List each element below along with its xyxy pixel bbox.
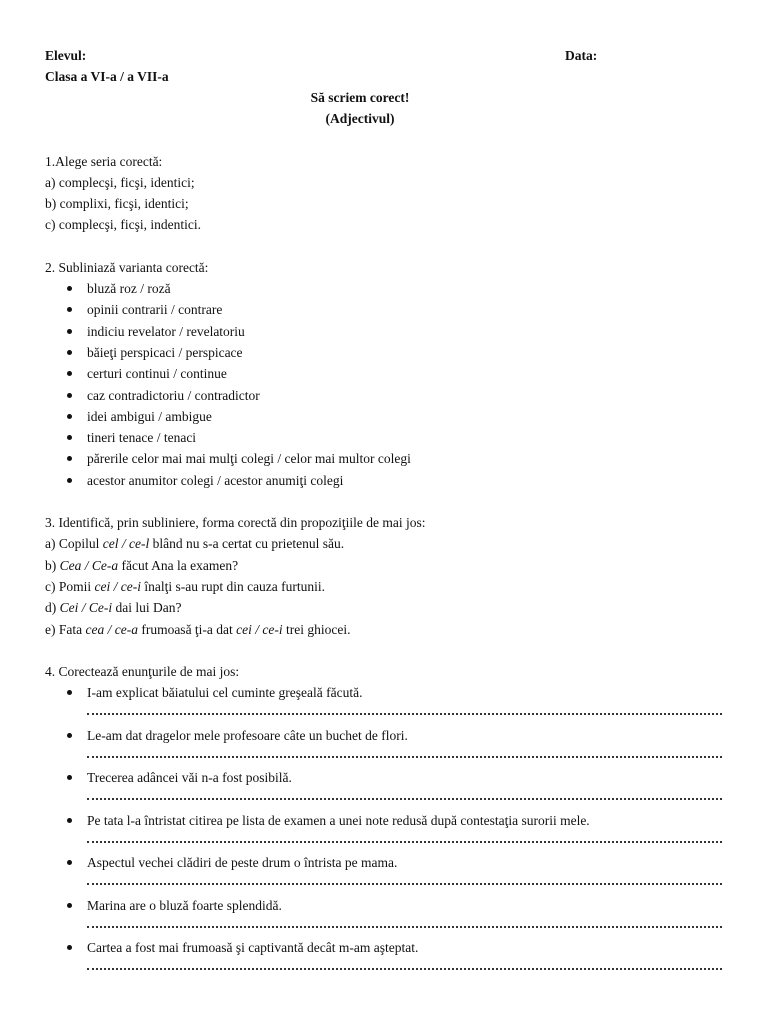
exercise-1: [45, 151, 725, 236]
date-label: Data:: [565, 48, 598, 63]
choice-text: Cei / Ce-i: [59, 600, 113, 616]
answer-line[interactable]: [87, 746, 722, 758]
exercise-3-sentence-a: [45, 533, 725, 554]
exercise-2-prompt: 2. Subliniază varianta corectă:: [45, 259, 209, 275]
page-subtitle: (Adjectivul): [325, 111, 395, 127]
header-row: [45, 45, 725, 66]
sentence-text: Le-am dat dragelor mele profesoare câte un buchet de flori.: [87, 727, 408, 743]
sentence-text: b): [45, 557, 60, 573]
list-item: bluză roz / roză: [45, 278, 725, 299]
list-item: opinii contrarii / contrare: [45, 299, 725, 320]
list-item: [45, 682, 725, 725]
choice-text: cei / ce-i: [236, 621, 283, 637]
list-item: [45, 725, 725, 768]
list-item: [45, 852, 725, 895]
list-item: [45, 767, 725, 810]
sentence-text: Cartea a fost mai frumoasă şi captivantă decât m-am aşteptat.: [87, 940, 419, 956]
student-label: Elevul:: [45, 48, 87, 63]
list-item: băieţi perspicaci / perspicace: [45, 342, 725, 363]
exercise-1-option-b: b) complixi, ficşi, identici;: [45, 196, 189, 212]
choice-text: cei / ce-i: [94, 578, 141, 594]
list-item: certuri continui / continue: [45, 363, 725, 384]
page-title: Să scriem corect!: [310, 90, 410, 105]
exercise-3-prompt: 3. Identifică, prin subliniere, forma corectă din propoziţiile de mai jos:: [45, 515, 426, 531]
sentence-text: d): [45, 600, 60, 616]
exercise-4-prompt: 4. Corectează enunţurile de mai jos:: [45, 663, 240, 679]
exercise-3: [45, 512, 725, 640]
list-item: părerile celor mai mai mulţi colegi / celor mai multor colegi: [45, 448, 725, 469]
list-item: [45, 810, 725, 853]
exercise-3-sentence-e: [45, 619, 725, 640]
list-item: acestor anumitor colegi / acestor anumiţi colegi: [45, 470, 725, 491]
sentence-text: Marina are o bluză foarte splendidă.: [87, 897, 282, 913]
list-item: indiciu revelator / revelatoriu: [45, 321, 725, 342]
sentence-text: înalţi s-au rupt din cauza furtunii.: [140, 578, 326, 594]
answer-line[interactable]: [87, 873, 722, 885]
exercise-1-option-a: a) complecşi, ficşi, identici;: [45, 174, 195, 190]
worksheet: [45, 45, 725, 980]
list-item: caz contradictoriu / contradictor: [45, 385, 725, 406]
answer-line[interactable]: [87, 916, 722, 928]
choice-text: cel / ce-l: [102, 536, 150, 552]
exercise-2-list: [45, 278, 725, 491]
answer-line[interactable]: [87, 788, 722, 800]
list-item: tineri tenace / tenaci: [45, 427, 725, 448]
sentence-text: a) Copilul: [45, 536, 103, 552]
answer-line[interactable]: [87, 831, 722, 843]
sentence-text: Aspectul vechei clădiri de peste drum o întrista pe mama.: [87, 855, 398, 871]
list-item: idei ambigui / ambigue: [45, 406, 725, 427]
sentence-text: c) Pomii: [45, 578, 95, 594]
answer-line[interactable]: [87, 958, 722, 970]
sentence-text: trei ghiocei.: [282, 621, 351, 637]
sentence-text: frumoasă ţi-a dat: [137, 621, 237, 637]
choice-text: Cea / Ce-a: [59, 557, 119, 573]
exercise-3-sentence-b: [45, 555, 725, 576]
sentence-text: e) Fata: [45, 621, 86, 637]
answer-line[interactable]: [87, 703, 722, 715]
exercise-3-sentence-c: [45, 576, 725, 597]
sentence-text: făcut Ana la examen?: [118, 557, 239, 573]
sentence-text: dai lui Dan?: [112, 600, 182, 616]
sentence-text: blând nu s-a certat cu prietenul său.: [149, 536, 345, 552]
exercise-3-sentence-d: [45, 597, 725, 618]
exercise-4-list: [45, 682, 725, 980]
sentence-text: Pe tata l-a întristat citirea pe lista de examen a unei note redusă după contestaţia surorii mele.: [87, 812, 590, 828]
exercise-1-option-c: c) complecşi, ficşi, indentici.: [45, 217, 201, 233]
exercise-1-prompt: 1.Alege seria corectă:: [45, 153, 163, 169]
list-item: [45, 895, 725, 938]
class-label: Clasa a VI-a / a VII-a: [45, 69, 169, 84]
choice-text: cea / ce-a: [85, 621, 138, 637]
sentence-text: I-am explicat băiatului cel cuminte greşeală făcută.: [87, 685, 363, 701]
exercise-4: [45, 661, 725, 980]
exercise-2: [45, 257, 725, 491]
list-item: [45, 937, 725, 980]
sentence-text: Trecerea adâncei văi n-a fost posibilă.: [87, 770, 292, 786]
